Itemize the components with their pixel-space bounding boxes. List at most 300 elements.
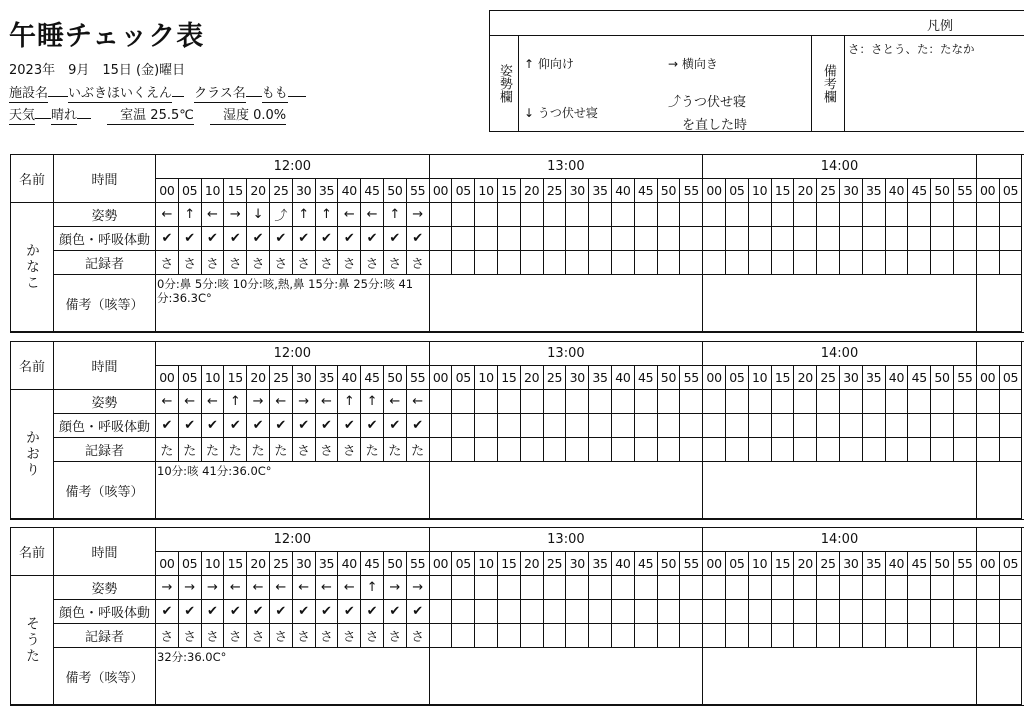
posture-cell[interactable]: ↑ [361, 390, 384, 414]
empty-cell[interactable] [680, 227, 703, 251]
recorder-cell[interactable]: た [224, 438, 247, 462]
empty-cell[interactable] [976, 414, 999, 438]
recorder-cell[interactable]: さ [178, 624, 201, 648]
recorder-cell[interactable]: さ [247, 251, 270, 275]
empty-cell[interactable] [794, 600, 817, 624]
empty-cell[interactable] [475, 203, 498, 227]
recorder-cell[interactable]: さ [292, 438, 315, 462]
recorder-cell[interactable]: た [406, 438, 429, 462]
empty-cell[interactable] [839, 390, 862, 414]
empty-cell[interactable] [611, 414, 634, 438]
empty-cell[interactable] [771, 624, 794, 648]
empty-cell[interactable] [725, 414, 748, 438]
notes-cell-empty[interactable] [429, 275, 703, 332]
empty-cell[interactable] [817, 390, 840, 414]
recorder-cell[interactable]: さ [406, 624, 429, 648]
recorder-cell[interactable]: さ [292, 624, 315, 648]
posture-cell[interactable]: ← [269, 390, 292, 414]
empty-cell[interactable] [725, 576, 748, 600]
empty-cell[interactable] [725, 600, 748, 624]
posture-cell[interactable]: ← [156, 203, 179, 227]
empty-cell[interactable] [452, 576, 475, 600]
empty-cell[interactable] [703, 203, 726, 227]
empty-cell[interactable] [908, 227, 931, 251]
empty-cell[interactable] [497, 251, 520, 275]
empty-cell[interactable] [543, 600, 566, 624]
posture-cell[interactable]: ← [156, 390, 179, 414]
breathing-cell[interactable]: ✔ [156, 600, 179, 624]
empty-cell[interactable] [953, 390, 976, 414]
empty-cell[interactable] [839, 251, 862, 275]
empty-cell[interactable] [817, 438, 840, 462]
empty-cell[interactable] [452, 600, 475, 624]
empty-cell[interactable] [908, 624, 931, 648]
empty-cell[interactable] [634, 390, 657, 414]
empty-cell[interactable] [953, 624, 976, 648]
empty-cell[interactable] [976, 227, 999, 251]
breathing-cell[interactable]: ✔ [201, 227, 224, 251]
empty-cell[interactable] [794, 227, 817, 251]
empty-cell[interactable] [475, 251, 498, 275]
empty-cell[interactable] [703, 227, 726, 251]
notes-cell-empty[interactable] [976, 648, 1022, 705]
breathing-cell[interactable]: ✔ [178, 227, 201, 251]
empty-cell[interactable] [839, 576, 862, 600]
breathing-cell[interactable]: ✔ [224, 414, 247, 438]
recorder-cell[interactable]: た [201, 438, 224, 462]
empty-cell[interactable] [543, 438, 566, 462]
empty-cell[interactable] [680, 203, 703, 227]
empty-cell[interactable] [794, 390, 817, 414]
empty-cell[interactable] [953, 600, 976, 624]
breathing-cell[interactable]: ✔ [406, 600, 429, 624]
empty-cell[interactable] [475, 227, 498, 251]
posture-cell[interactable]: ← [361, 203, 384, 227]
breathing-cell[interactable]: ✔ [361, 600, 384, 624]
empty-cell[interactable] [794, 251, 817, 275]
empty-cell[interactable] [885, 390, 908, 414]
empty-cell[interactable] [976, 438, 999, 462]
empty-cell[interactable] [657, 624, 680, 648]
breathing-cell[interactable]: ✔ [292, 414, 315, 438]
empty-cell[interactable] [475, 576, 498, 600]
empty-cell[interactable] [520, 390, 543, 414]
empty-cell[interactable] [771, 390, 794, 414]
posture-cell[interactable]: ← [201, 390, 224, 414]
empty-cell[interactable] [589, 438, 612, 462]
empty-cell[interactable] [452, 438, 475, 462]
posture-cell[interactable]: ↑ [338, 390, 361, 414]
empty-cell[interactable] [771, 251, 794, 275]
empty-cell[interactable] [908, 414, 931, 438]
empty-cell[interactable] [953, 203, 976, 227]
posture-cell[interactable]: ← [269, 576, 292, 600]
empty-cell[interactable] [908, 438, 931, 462]
empty-cell[interactable] [566, 600, 589, 624]
empty-cell[interactable] [680, 438, 703, 462]
empty-cell[interactable] [999, 414, 1022, 438]
empty-cell[interactable] [908, 203, 931, 227]
posture-cell[interactable]: ← [178, 390, 201, 414]
empty-cell[interactable] [725, 390, 748, 414]
empty-cell[interactable] [543, 203, 566, 227]
empty-cell[interactable] [657, 251, 680, 275]
empty-cell[interactable] [817, 251, 840, 275]
posture-cell[interactable]: ↑ [315, 203, 338, 227]
recorder-cell[interactable]: さ [361, 251, 384, 275]
empty-cell[interactable] [817, 227, 840, 251]
empty-cell[interactable] [908, 251, 931, 275]
notes-cell[interactable]: 10分:咳 41分:36.0C° [156, 462, 430, 519]
recorder-cell[interactable]: さ [269, 251, 292, 275]
empty-cell[interactable] [611, 390, 634, 414]
empty-cell[interactable] [680, 414, 703, 438]
empty-cell[interactable] [475, 414, 498, 438]
empty-cell[interactable] [794, 414, 817, 438]
empty-cell[interactable] [862, 600, 885, 624]
empty-cell[interactable] [680, 624, 703, 648]
breathing-cell[interactable]: ✔ [361, 227, 384, 251]
breathing-cell[interactable]: ✔ [247, 600, 270, 624]
empty-cell[interactable] [839, 414, 862, 438]
recorder-cell[interactable]: た [247, 438, 270, 462]
empty-cell[interactable] [589, 251, 612, 275]
posture-cell[interactable]: → [224, 203, 247, 227]
empty-cell[interactable] [657, 600, 680, 624]
empty-cell[interactable] [634, 600, 657, 624]
empty-cell[interactable] [999, 624, 1022, 648]
empty-cell[interactable] [429, 414, 452, 438]
recorder-cell[interactable]: さ [292, 251, 315, 275]
empty-cell[interactable] [817, 203, 840, 227]
recorder-cell[interactable]: さ [338, 438, 361, 462]
empty-cell[interactable] [725, 251, 748, 275]
breathing-cell[interactable]: ✔ [269, 414, 292, 438]
recorder-cell[interactable]: さ [178, 251, 201, 275]
breathing-cell[interactable]: ✔ [178, 414, 201, 438]
empty-cell[interactable] [589, 576, 612, 600]
notes-cell-empty[interactable] [703, 462, 977, 519]
empty-cell[interactable] [429, 438, 452, 462]
empty-cell[interactable] [771, 576, 794, 600]
empty-cell[interactable] [634, 414, 657, 438]
empty-cell[interactable] [976, 251, 999, 275]
empty-cell[interactable] [839, 600, 862, 624]
empty-cell[interactable] [611, 438, 634, 462]
recorder-cell[interactable]: さ [315, 624, 338, 648]
empty-cell[interactable] [748, 414, 771, 438]
notes-cell-empty[interactable] [703, 275, 977, 332]
breathing-cell[interactable]: ✔ [338, 227, 361, 251]
empty-cell[interactable] [885, 251, 908, 275]
empty-cell[interactable] [862, 414, 885, 438]
empty-cell[interactable] [497, 414, 520, 438]
empty-cell[interactable] [680, 251, 703, 275]
posture-cell[interactable]: → [178, 576, 201, 600]
empty-cell[interactable] [794, 624, 817, 648]
empty-cell[interactable] [908, 600, 931, 624]
empty-cell[interactable] [817, 624, 840, 648]
empty-cell[interactable] [771, 414, 794, 438]
empty-cell[interactable] [703, 251, 726, 275]
posture-cell[interactable]: → [406, 576, 429, 600]
empty-cell[interactable] [725, 624, 748, 648]
recorder-cell[interactable]: さ [383, 624, 406, 648]
empty-cell[interactable] [497, 600, 520, 624]
empty-cell[interactable] [953, 251, 976, 275]
posture-cell[interactable]: ⤴ [269, 203, 292, 227]
posture-cell[interactable]: → [156, 576, 179, 600]
recorder-cell[interactable]: た [383, 438, 406, 462]
empty-cell[interactable] [771, 203, 794, 227]
empty-cell[interactable] [520, 251, 543, 275]
recorder-cell[interactable]: さ [224, 624, 247, 648]
breathing-cell[interactable]: ✔ [406, 414, 429, 438]
empty-cell[interactable] [634, 576, 657, 600]
empty-cell[interactable] [885, 600, 908, 624]
empty-cell[interactable] [543, 251, 566, 275]
empty-cell[interactable] [885, 624, 908, 648]
empty-cell[interactable] [885, 438, 908, 462]
empty-cell[interactable] [931, 227, 954, 251]
empty-cell[interactable] [794, 438, 817, 462]
breathing-cell[interactable]: ✔ [156, 227, 179, 251]
recorder-cell[interactable]: さ [201, 624, 224, 648]
empty-cell[interactable] [839, 203, 862, 227]
breathing-cell[interactable]: ✔ [269, 600, 292, 624]
empty-cell[interactable] [497, 227, 520, 251]
notes-cell-empty[interactable] [429, 648, 703, 705]
empty-cell[interactable] [611, 624, 634, 648]
empty-cell[interactable] [634, 227, 657, 251]
notes-cell-empty[interactable] [429, 462, 703, 519]
empty-cell[interactable] [520, 600, 543, 624]
empty-cell[interactable] [999, 438, 1022, 462]
posture-cell[interactable]: → [201, 576, 224, 600]
empty-cell[interactable] [953, 576, 976, 600]
empty-cell[interactable] [589, 227, 612, 251]
breathing-cell[interactable]: ✔ [292, 227, 315, 251]
breathing-cell[interactable]: ✔ [361, 414, 384, 438]
empty-cell[interactable] [999, 251, 1022, 275]
empty-cell[interactable] [657, 390, 680, 414]
empty-cell[interactable] [839, 438, 862, 462]
empty-cell[interactable] [497, 390, 520, 414]
breathing-cell[interactable]: ✔ [247, 414, 270, 438]
empty-cell[interactable] [931, 390, 954, 414]
notes-cell-empty[interactable] [976, 275, 1022, 332]
empty-cell[interactable] [817, 600, 840, 624]
posture-cell[interactable]: ← [247, 576, 270, 600]
empty-cell[interactable] [497, 203, 520, 227]
breathing-cell[interactable]: ✔ [338, 414, 361, 438]
breathing-cell[interactable]: ✔ [315, 414, 338, 438]
posture-cell[interactable]: ← [201, 203, 224, 227]
empty-cell[interactable] [589, 600, 612, 624]
posture-cell[interactable]: ← [338, 203, 361, 227]
empty-cell[interactable] [748, 390, 771, 414]
empty-cell[interactable] [703, 390, 726, 414]
empty-cell[interactable] [497, 438, 520, 462]
empty-cell[interactable] [657, 438, 680, 462]
empty-cell[interactable] [703, 576, 726, 600]
empty-cell[interactable] [748, 624, 771, 648]
empty-cell[interactable] [999, 203, 1022, 227]
breathing-cell[interactable]: ✔ [224, 227, 247, 251]
empty-cell[interactable] [520, 414, 543, 438]
empty-cell[interactable] [748, 600, 771, 624]
posture-cell[interactable]: ↑ [178, 203, 201, 227]
empty-cell[interactable] [999, 227, 1022, 251]
empty-cell[interactable] [953, 227, 976, 251]
empty-cell[interactable] [885, 203, 908, 227]
empty-cell[interactable] [839, 227, 862, 251]
empty-cell[interactable] [976, 624, 999, 648]
breathing-cell[interactable]: ✔ [315, 227, 338, 251]
empty-cell[interactable] [634, 438, 657, 462]
recorder-cell[interactable]: た [156, 438, 179, 462]
posture-cell[interactable]: ↑ [292, 203, 315, 227]
empty-cell[interactable] [748, 203, 771, 227]
breathing-cell[interactable]: ✔ [383, 414, 406, 438]
recorder-cell[interactable]: さ [156, 251, 179, 275]
empty-cell[interactable] [611, 227, 634, 251]
empty-cell[interactable] [862, 390, 885, 414]
posture-cell[interactable]: ↑ [383, 203, 406, 227]
empty-cell[interactable] [452, 414, 475, 438]
posture-cell[interactable]: ← [338, 576, 361, 600]
posture-cell[interactable]: ← [406, 390, 429, 414]
empty-cell[interactable] [999, 390, 1022, 414]
empty-cell[interactable] [452, 624, 475, 648]
empty-cell[interactable] [862, 624, 885, 648]
recorder-cell[interactable]: た [178, 438, 201, 462]
empty-cell[interactable] [611, 600, 634, 624]
empty-cell[interactable] [475, 390, 498, 414]
breathing-cell[interactable]: ✔ [247, 227, 270, 251]
empty-cell[interactable] [839, 624, 862, 648]
empty-cell[interactable] [566, 227, 589, 251]
breathing-cell[interactable]: ✔ [338, 600, 361, 624]
empty-cell[interactable] [703, 624, 726, 648]
empty-cell[interactable] [885, 414, 908, 438]
empty-cell[interactable] [703, 600, 726, 624]
empty-cell[interactable] [520, 203, 543, 227]
recorder-cell[interactable]: さ [247, 624, 270, 648]
empty-cell[interactable] [566, 203, 589, 227]
empty-cell[interactable] [452, 227, 475, 251]
empty-cell[interactable] [611, 576, 634, 600]
posture-cell[interactable]: ← [292, 576, 315, 600]
empty-cell[interactable] [475, 600, 498, 624]
empty-cell[interactable] [566, 414, 589, 438]
empty-cell[interactable] [794, 203, 817, 227]
posture-cell[interactable]: ← [315, 576, 338, 600]
empty-cell[interactable] [748, 251, 771, 275]
notes-cell[interactable]: 0分:鼻 5分:咳 10分:咳,熱,鼻 15分:鼻 25分:咳 41分:36.3C° [156, 275, 430, 332]
posture-cell[interactable]: ↑ [224, 390, 247, 414]
empty-cell[interactable] [771, 227, 794, 251]
empty-cell[interactable] [429, 227, 452, 251]
breathing-cell[interactable]: ✔ [315, 600, 338, 624]
notes-cell-empty[interactable] [703, 648, 977, 705]
empty-cell[interactable] [429, 390, 452, 414]
empty-cell[interactable] [589, 203, 612, 227]
empty-cell[interactable] [725, 227, 748, 251]
empty-cell[interactable] [862, 576, 885, 600]
recorder-cell[interactable]: た [269, 438, 292, 462]
empty-cell[interactable] [908, 390, 931, 414]
empty-cell[interactable] [543, 227, 566, 251]
empty-cell[interactable] [589, 414, 612, 438]
breathing-cell[interactable]: ✔ [178, 600, 201, 624]
empty-cell[interactable] [634, 203, 657, 227]
breathing-cell[interactable]: ✔ [383, 600, 406, 624]
recorder-cell[interactable]: さ [156, 624, 179, 648]
posture-cell[interactable]: → [383, 576, 406, 600]
empty-cell[interactable] [543, 624, 566, 648]
empty-cell[interactable] [429, 251, 452, 275]
empty-cell[interactable] [771, 438, 794, 462]
breathing-cell[interactable]: ✔ [201, 600, 224, 624]
empty-cell[interactable] [931, 251, 954, 275]
recorder-cell[interactable]: さ [269, 624, 292, 648]
empty-cell[interactable] [543, 576, 566, 600]
empty-cell[interactable] [680, 390, 703, 414]
empty-cell[interactable] [885, 576, 908, 600]
empty-cell[interactable] [817, 576, 840, 600]
empty-cell[interactable] [817, 414, 840, 438]
recorder-cell[interactable]: さ [224, 251, 247, 275]
recorder-cell[interactable]: さ [361, 624, 384, 648]
breathing-cell[interactable]: ✔ [269, 227, 292, 251]
empty-cell[interactable] [657, 227, 680, 251]
empty-cell[interactable] [862, 438, 885, 462]
empty-cell[interactable] [497, 576, 520, 600]
empty-cell[interactable] [908, 576, 931, 600]
empty-cell[interactable] [657, 414, 680, 438]
empty-cell[interactable] [931, 438, 954, 462]
empty-cell[interactable] [657, 203, 680, 227]
empty-cell[interactable] [931, 203, 954, 227]
recorder-cell[interactable]: さ [406, 251, 429, 275]
posture-cell[interactable]: ↑ [361, 576, 384, 600]
empty-cell[interactable] [999, 600, 1022, 624]
empty-cell[interactable] [475, 624, 498, 648]
empty-cell[interactable] [611, 251, 634, 275]
empty-cell[interactable] [976, 576, 999, 600]
breathing-cell[interactable]: ✔ [156, 414, 179, 438]
posture-cell[interactable]: → [406, 203, 429, 227]
posture-cell[interactable]: → [292, 390, 315, 414]
empty-cell[interactable] [566, 576, 589, 600]
empty-cell[interactable] [634, 251, 657, 275]
empty-cell[interactable] [589, 624, 612, 648]
empty-cell[interactable] [429, 576, 452, 600]
posture-cell[interactable]: → [247, 390, 270, 414]
recorder-cell[interactable]: さ [201, 251, 224, 275]
empty-cell[interactable] [999, 576, 1022, 600]
empty-cell[interactable] [566, 251, 589, 275]
empty-cell[interactable] [931, 600, 954, 624]
posture-cell[interactable]: ← [315, 390, 338, 414]
empty-cell[interactable] [862, 203, 885, 227]
empty-cell[interactable] [748, 576, 771, 600]
posture-cell[interactable]: ← [383, 390, 406, 414]
empty-cell[interactable] [634, 624, 657, 648]
empty-cell[interactable] [452, 390, 475, 414]
empty-cell[interactable] [931, 414, 954, 438]
